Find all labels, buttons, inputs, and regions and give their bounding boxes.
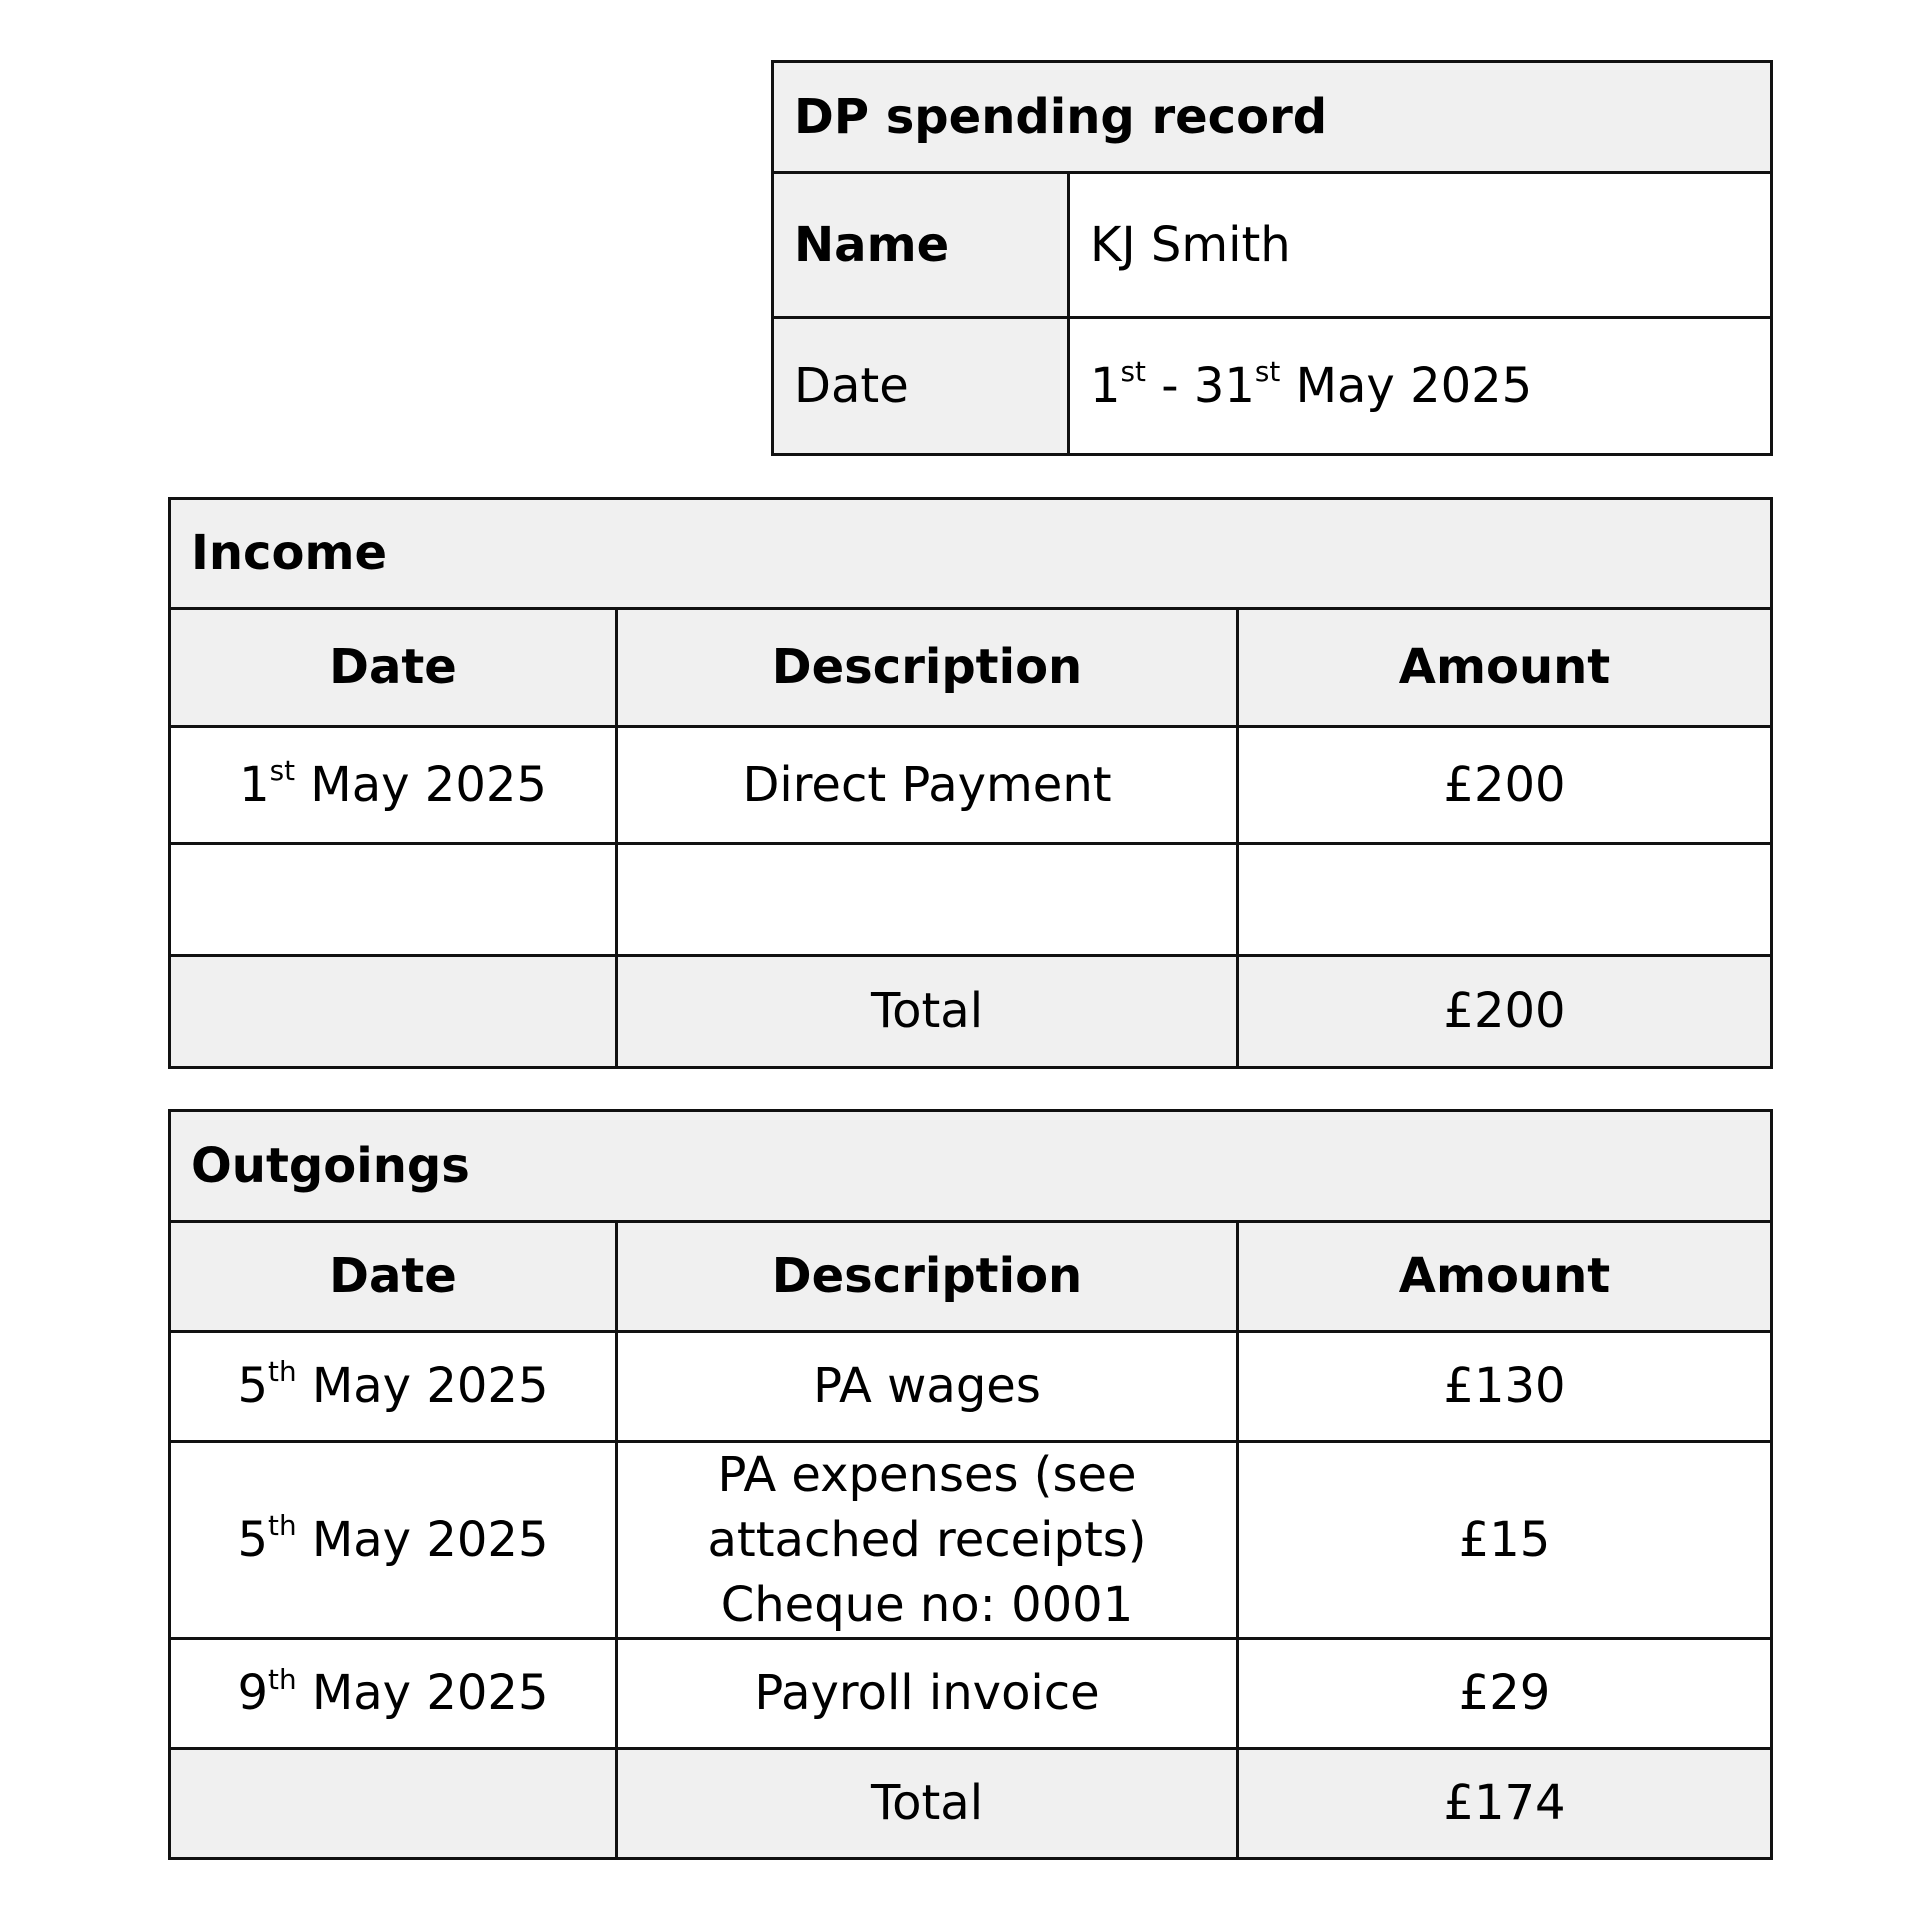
date-month-year: May 2025 [296,1665,549,1722]
date-start-day: 1 [1090,357,1121,414]
outgoings-total-row [170,1749,1772,1859]
date-month-year: May 2025 [296,1358,549,1415]
outgoings-row-date [170,1442,617,1639]
record-header-table [771,60,1773,456]
date-suffix: th [268,1355,297,1389]
date-suffix: st [269,753,296,787]
income-row-empty [170,844,1772,956]
outgoings-table [168,1109,1773,1860]
income-col-date: Date [170,609,617,727]
income-row-date [170,844,617,956]
income-total-label: Total [617,956,1238,1068]
outgoings-row-description: PA wages [617,1332,1238,1442]
date-day: 5 [237,1358,269,1415]
income-total-row [170,956,1772,1068]
date-start-suffix: st [1120,354,1146,388]
name-value: KJ Smith [1069,173,1772,318]
income-col-amount: Amount [1238,609,1772,727]
date-end-day: 31 [1193,357,1255,414]
income-row-description [617,844,1238,956]
date-label: Date [773,318,1069,455]
income-row [170,727,1772,844]
date-day: 5 [237,1511,269,1568]
date-range-value [1069,318,1772,455]
income-col-description: Description [617,609,1238,727]
date-separator: - [1145,357,1194,414]
date-suffix: th [268,1662,297,1696]
outgoings-row-amount: £130 [1238,1332,1772,1442]
outgoings-row-amount: £29 [1238,1639,1772,1749]
date-month-year: May 2025 [296,1511,549,1568]
income-row-amount: £200 [1238,727,1772,844]
income-row-date [170,727,617,844]
outgoings-title: Outgoings [170,1111,1772,1222]
income-row-description: Direct Payment [617,727,1238,844]
outgoings-row-description: Payroll invoice [617,1639,1238,1749]
income-title: Income [170,499,1772,609]
outgoings-row [170,1332,1772,1442]
record-title: DP spending record [773,62,1772,173]
income-total-amount: £200 [1238,956,1772,1068]
income-row-amount [1238,844,1772,956]
date-end-suffix: st [1254,354,1281,388]
outgoings-col-amount: Amount [1238,1222,1772,1332]
outgoings-row-description: PA expenses (see attached receipts) Cheque no: 0001 [617,1442,1238,1639]
outgoings-col-description: Description [617,1222,1238,1332]
date-day: 1 [239,756,270,813]
date-month-year: May 2025 [1280,357,1533,414]
outgoings-col-date: Date [170,1222,617,1332]
outgoings-row-date [170,1332,617,1442]
income-table [168,497,1773,1069]
outgoings-row-date [170,1639,617,1749]
date-month-year: May 2025 [295,756,547,813]
date-suffix: th [268,1508,297,1542]
outgoings-row [170,1442,1772,1639]
outgoings-total-amount: £174 [1238,1749,1772,1859]
name-label: Name [773,173,1069,318]
income-total-blank [170,956,617,1068]
outgoings-row-amount: £15 [1238,1442,1772,1639]
outgoings-total-blank [170,1749,617,1859]
outgoings-row [170,1639,1772,1749]
outgoings-total-label: Total [617,1749,1238,1859]
date-day: 9 [237,1665,269,1722]
